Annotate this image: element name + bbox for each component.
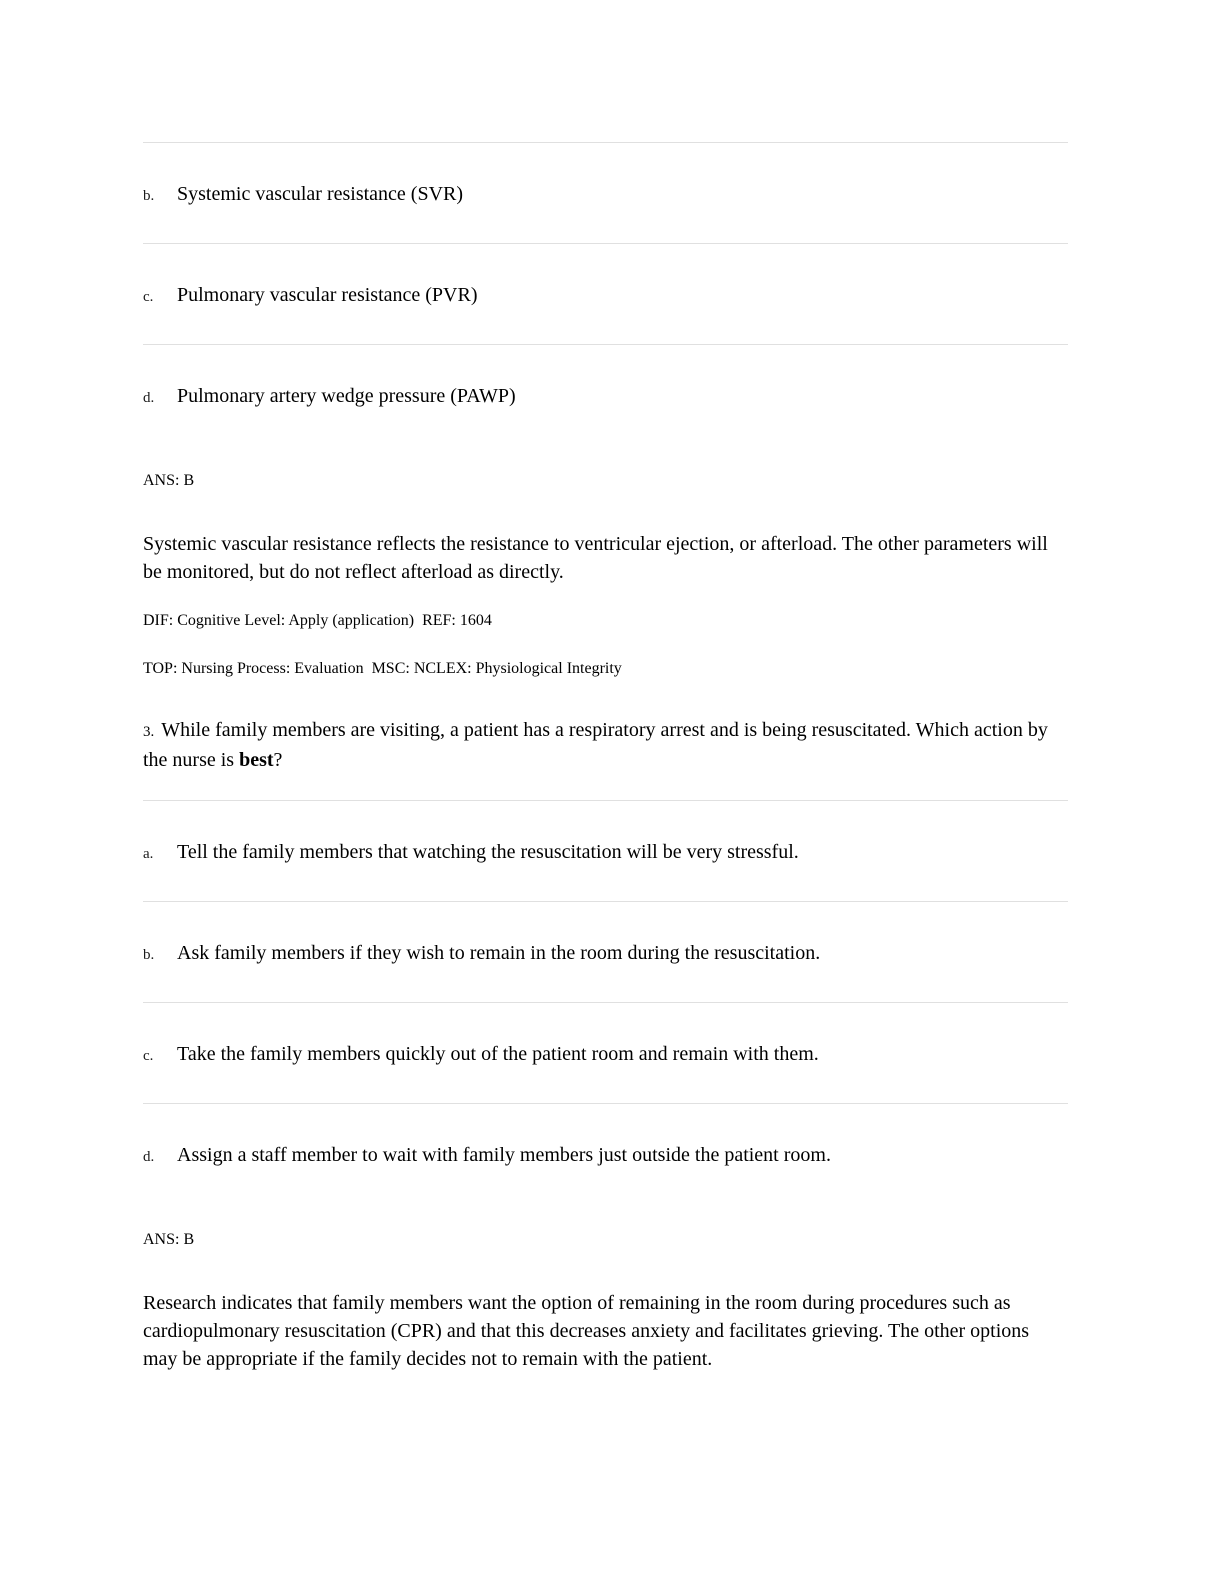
option-letter: c. [143, 289, 154, 305]
option-text: Pulmonary vascular resistance (PVR) [177, 284, 478, 306]
answer-line-q2: ANS: B [143, 472, 195, 489]
option-letter: d. [143, 390, 155, 406]
question-text: While family members are visiting, a patient has a respiratory arrest and is being resuscitated. Which action by the nurse is [143, 719, 1048, 771]
option-text: Assign a staff member to wait with family members just outside the patient room. [177, 1144, 831, 1166]
option-letter: b. [143, 188, 155, 204]
option-text: Tell the family members that watching the resuscitation will be very stressful. [177, 841, 799, 863]
option-letter: d. [143, 1149, 155, 1165]
question-number: 3. [143, 724, 155, 740]
rationale-q2: Systemic vascular resistance reflects the resistance to ventricular ejection, or afterload. The other parameters will be monitored, but do not reflect afterload as directly. [143, 533, 1048, 583]
question-stem-q3 [143, 716, 1068, 774]
option-text: Systemic vascular resistance (SVR) [177, 183, 464, 205]
option-text: Take the family members quickly out of the patient room and remain with them. [177, 1043, 819, 1065]
option-row-q3-a [143, 800, 1068, 901]
question-bold-word: best [239, 749, 274, 771]
option-letter: c. [143, 1048, 154, 1064]
option-row-q2-b [143, 142, 1068, 243]
question-punctuation: ? [273, 749, 283, 771]
option-row-q3-b [143, 901, 1068, 1002]
option-text: Pulmonary artery wedge pressure (PAWP) [177, 385, 516, 407]
rationale-q3: Research indicates that family members want the option of remaining in the room during procedures such as cardiopulmonary resuscitation (CPR) and that this decreases anxiety and facilitates grieving. The other options may be appropriate if the family decides not to remain with the patient. [143, 1292, 1030, 1370]
option-row-q2-c [143, 243, 1068, 344]
option-row-q2-d [143, 344, 1068, 408]
answer-line-q3: ANS: B [143, 1231, 195, 1248]
option-row-q3-c [143, 1002, 1068, 1103]
option-letter: b. [143, 947, 155, 963]
option-text: Ask family members if they wish to remain in the room during the resuscitation. [177, 942, 821, 964]
top-line-q2: TOP: Nursing Process: Evaluation MSC: NCLEX: Physiological Integrity [143, 660, 622, 677]
option-row-q3-d [143, 1103, 1068, 1167]
dif-line-q2: DIF: Cognitive Level: Apply (application) REF: 1604 [143, 612, 492, 629]
option-letter: a. [143, 846, 154, 862]
